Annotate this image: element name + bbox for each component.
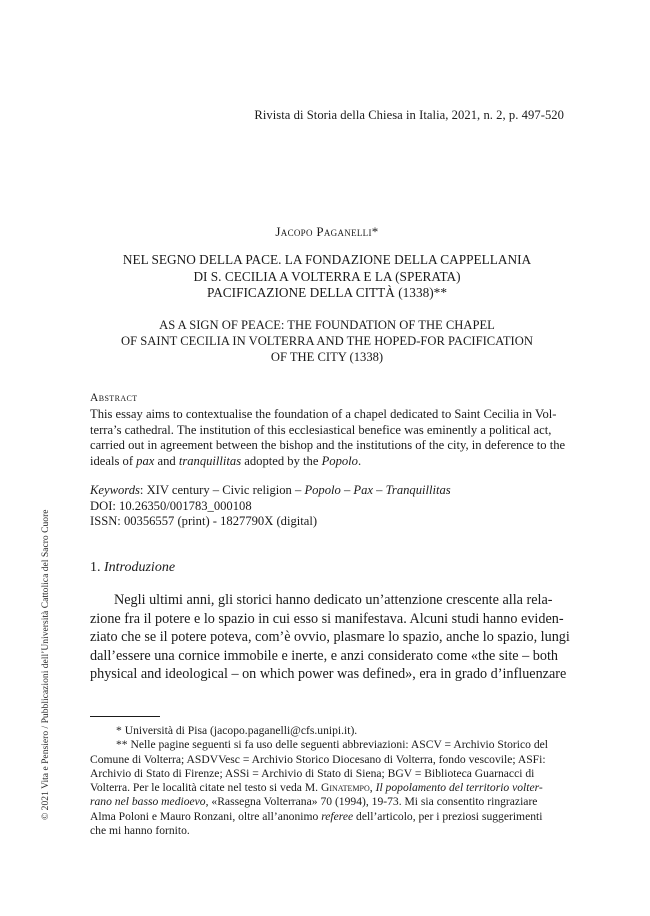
section-number: 1. bbox=[90, 560, 104, 575]
abstract-term-popolo: Popolo bbox=[321, 453, 358, 468]
article-metadata bbox=[90, 483, 564, 530]
body-line: zione fra il potere e lo spazio in cui esso si manifestava. Alcuni studi hanno eviden- bbox=[90, 610, 564, 627]
body-line: Negli ultimi anni, gli storici hanno dedicato un’attenzione crescente alla rela- bbox=[114, 592, 553, 608]
footnote-text: , «Rassegna Volterrana» 70 (1994), 19-73. Mi sia consentito ringraziare bbox=[205, 795, 538, 809]
abstract-term-tranquillitas: tranquillitas bbox=[178, 453, 242, 468]
abstract-line: terra’s cathedral. The institution of this ecclesiastical benefice was eminently a political act, bbox=[90, 422, 552, 437]
footnote-2-line: che mi hanno fornito. bbox=[90, 824, 190, 838]
abstract-heading: Abstract bbox=[90, 392, 138, 404]
footnote-text: Alma Poloni e Mauro Ronzani, oltre all’anonimo bbox=[90, 809, 322, 823]
body-paragraph bbox=[90, 591, 570, 684]
footnote-text: Volterra. Per le località citate nel testo si veda M. bbox=[90, 781, 321, 795]
section-heading bbox=[90, 560, 175, 576]
abstract-line: This essay aims to contextualise the foundation of a chapel dedicated to Saint Cecilia in Vol- bbox=[90, 407, 557, 421]
title-italian bbox=[90, 252, 564, 302]
footnote-cited-title: rano nel basso medioevo bbox=[90, 795, 206, 809]
footnote-2-line bbox=[90, 795, 564, 809]
abstract-text-span: . bbox=[357, 453, 362, 468]
doi-line: DOI: 10.26350/001783_000108 bbox=[90, 498, 252, 513]
body-line: physical and ideological – on which power was defined», era in grado d’influenzare bbox=[90, 666, 567, 683]
keywords-label: Keywords bbox=[90, 483, 140, 497]
footnote-cited-title: Il popolamento del territorio volter- bbox=[375, 781, 543, 795]
keyword-separator: – bbox=[373, 483, 386, 497]
footnotes bbox=[90, 724, 564, 838]
title-english-line-3: OF THE CITY (1338) bbox=[270, 350, 384, 364]
footnote-2-line: ** Nelle pagine seguenti si fa uso delle seguenti abbreviazioni: ASCV = Archivio Storico del bbox=[116, 738, 548, 752]
keyword-pax: Pax bbox=[353, 483, 374, 497]
abstract-term-pax: pax bbox=[136, 453, 155, 468]
abstract-line bbox=[90, 454, 564, 470]
abstract-line: carried out in agreement between the bishop and the institutions of the city, in deference to the bbox=[90, 438, 566, 453]
abstract-text-span: ideals of bbox=[90, 453, 137, 468]
keywords-text: : XIV century – Civic religion – bbox=[139, 483, 305, 497]
footnote-2-line bbox=[90, 781, 564, 795]
footnote-term-referee: referee bbox=[321, 809, 354, 823]
footnote-text: dell’articolo, per i preziosi suggerimenti bbox=[353, 809, 543, 823]
section-title: Introduzione bbox=[104, 560, 176, 575]
title-english-line-1: AS A SIGN OF PEACE: THE FOUNDATION OF THE CHAPEL bbox=[159, 318, 495, 332]
keyword-separator: – bbox=[340, 483, 354, 497]
body-line: ziato che se il potere poteva, com’è ovvio, plasmare lo spazio, anche lo spazio, lungi bbox=[90, 629, 570, 646]
footnote-2-line bbox=[90, 810, 564, 824]
footnote-2-line: Archivio di Stato di Firenze; ASSi = Archivio di Stato di Siena; BGV = Biblioteca Guarnacci di bbox=[90, 766, 535, 780]
keyword-popolo: Popolo bbox=[304, 483, 341, 497]
title-italian-line-3: PACIFICAZIONE DELLA CITTÀ (1338)** bbox=[207, 285, 447, 300]
title-english-line-2: OF SAINT CECILIA IN VOLTERRA AND THE HOPED-FOR PACIFICATION bbox=[121, 334, 533, 348]
footnote-rule bbox=[90, 716, 160, 717]
copyright-side-note: © 2021 Vita e Pensiero / Pubblicazioni dell’Università Cattolica del Sacro Cuore bbox=[40, 509, 51, 820]
keyword-tranquillitas: Tranquillitas bbox=[385, 483, 451, 497]
footnote-text: , bbox=[369, 781, 376, 795]
title-italian-line-1: NEL SEGNO DELLA PACE. LA FONDAZIONE DELLA CAPPELLANIA bbox=[122, 252, 532, 267]
footnote-2-line: Comune di Volterra; ASDVVesc = Archivio Storico Diocesano di Volterra, fondo vescovile; ASFi: bbox=[90, 752, 546, 766]
title-english bbox=[90, 317, 564, 365]
abstract-text bbox=[90, 407, 564, 469]
abstract-text-span: adopted by the bbox=[241, 453, 322, 468]
running-head: Rivista di Storia della Chiesa in Italia, 2021, n. 2, p. 497-520 bbox=[254, 108, 564, 122]
abstract-text-span: and bbox=[154, 453, 179, 468]
body-line: dall’essere una cornice immobile e inerte, e anzi considerato come «the site – both bbox=[90, 647, 559, 664]
footnote-1: * Università di Pisa (jacopo.paganelli@cfs.unipi.it). bbox=[116, 724, 358, 737]
keywords-line bbox=[90, 483, 564, 499]
author-name: Jacopo Paganelli* bbox=[275, 224, 379, 239]
issn-line: ISSN: 00356557 (print) - 1827790X (digital) bbox=[90, 514, 318, 529]
footnote-author-name: Ginatempo bbox=[320, 781, 370, 795]
title-italian-line-2: DI S. CECILIA A VOLTERRA E LA (SPERATA) bbox=[193, 268, 461, 284]
